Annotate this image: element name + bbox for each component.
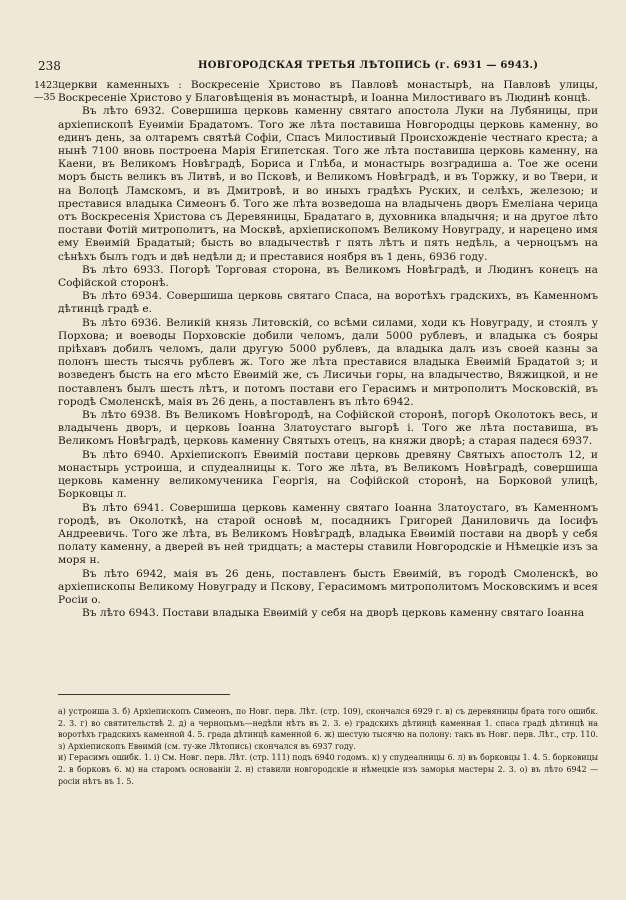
page-header — [38, 59, 598, 75]
running-title: НОВГОРОДСКАЯ ТРЕТЬЯ ЛѢТОПИСЬ (г. 6931 — 6943.) — [198, 60, 539, 71]
paragraph-year-6934: Въ лѣто 6934. Совершиша церковь святаго Спаса, на воротѣхъ градскихъ, въ Каменномъ дѣтинцѣ градѣ е. — [58, 290, 598, 316]
margin-year-note: 1423 — [34, 80, 59, 91]
footnote-divider — [58, 694, 230, 695]
paragraph-year-6942: Въ лѣто 6942, маія въ 26 день, поставленъ бысть Евѳимій, въ городѣ Смоленскѣ, во архіепископы Великому Новуграду и Пскову, Герасимомъ митрополитомъ Московскимъ и всея Росіи о. — [58, 567, 598, 606]
footnotes — [58, 706, 598, 787]
paragraph-year-6933: Въ лѣто 6933. Погорѣ Торговая сторона, въ Великомъ Новѣградѣ, и Людинъ конецъ на Софійской сторонѣ. — [58, 263, 598, 290]
footnote-block: а) устроиша 3. б) Архіепископъ Симеонъ, по Новг. перв. Лѣт. (стр. 109), скончался 6929 г. в) съ деревяницы брата того ошибк. 2. 3. г) во святительствѣ 2. д) а черноцъмъ—недѣли нѣтъ въ 2. 3. е) градскихъ дѣтинцѣ каменная 1. спаса градѣ дѣтинцѣ на воротѣхъ градскихъ каменной 4. 5. града дѣтинцѣ каменной 6. ж) шестую тысячю на полону: такъ въ Новг. перв. Лѣт., стр. 110. з) Архіепископъ Евѳимій (см. ту-же Лѣтопись) скончался въ 6937 году. — [58, 707, 598, 751]
paragraph: церкви каменныхъ : Воскресеніе Христово въ Павловѣ монастырѣ, на Павловѣ улицы, Воскресеніе Христово у Благовѣщенія въ монастырѣ, и Іоанна Милостиваго въ Людинѣ концѣ. — [58, 79, 598, 105]
paragraph-year-6932: Въ лѣто 6932. Совершиша церковь каменну святаго апостола Луки на Лубяницы, при архіепископѣ Еуѳиміи Брадатомъ. Того же лѣта поставиша Новгородцы церковь каменну, во единъ день, за олтаремъ святѣй Софіи, Спасъ Милостивый Происхожденіе честнаго креста; а нынѣ 7100 вновь построена Марія Египетская. Того же лѣта поставиша церковь каменну, на Кaени, въ Великомъ Новѣградѣ, Бориса и Глѣба, и монастырь возградиша а. Тое же осени моръ бысть великъ въ Литвѣ, и во Псковѣ, и Великомъ Новѣградѣ, и въ Торжку, и во Твери, и на Волоцѣ Ламскомъ, и въ Дмитровѣ, и во иныхъ градѣхъ Руских, и селѣхъ, железою; и преставися владыка Симеонъ б. Того же лѣта возведоша на владычень дворъ Емеліана черица отъ Воскресенія Христова съ Деревяницы, Брадатаго в, духовника владычня; и на другое лѣто постави Фотій митрополитъ, на Москвѣ, архіепископомъ Великому Новуграду, и нарецено имя ему Евѳимій Брадатый; бысть во владычествѣ г пять лѣтъ и пять недѣль, а черноцъмъ на сѣнѣхъ былъ годъ и двѣ недѣли д; и преставися ноября въ 1 день, 6936 году. — [58, 105, 598, 263]
paragraph-year-6943: Въ лѣто 6943. Постави владыка Евѳимій у себя на дворѣ церковь каменну святаго Іоанна — [82, 607, 585, 620]
paragraph-year-6941: Въ лѣто 6941. Совершиша церковь каменну святаго Іоанна Златоустаго, въ Каменномъ городѣ, въ Околоткѣ, на старой основѣ м, посадникъ Григорей Даниловичь да Іосифъ Андреевичь. Того же лѣта, въ Великомъ Новѣградѣ, владыка Евѳимій постави на дворѣ у себя полату каменну, а дверей въ ней тридцать; а мастеры ставили Новгородскіе и Нѣмецкіе изъ за моря н. — [58, 501, 598, 567]
page-number: 238 — [38, 59, 61, 73]
paragraph-year-6940: Въ лѣто 6940. Архіепископъ Евѳимій постави церковь древяну Святыхъ апостолъ 12, и монастырь устроиша, и спудеалницы к. Того же лѣта, въ Великомъ Новѣградѣ, совершиша церковь каменну великомученика Георгія, на Софійской сторонѣ, на Борковой улицѣ, Борковцы л. — [58, 448, 598, 501]
paragraph-year-6938: Въ лѣто 6938. Въ Великомъ Новѣгородѣ, на Софійской сторонѣ, погорѣ Околотокъ весь, и владычень дворъ, и церковь Іоанна Златоустаго выгорѣ і. Того же лѣта поставиша, въ Великомъ Новѣградѣ, церковь каменну Святыхъ отецъ, на княжи дворѣ; а старая падеся 6937. — [58, 409, 598, 448]
footnote-block: и) Герасимъ ошибк. 1. і) См. Новг. перв. Лѣт. (стр. 111) подъ 6940 годомъ. к) у спудеалницы 6. л) въ борковцы 1. 4. 5. борковицы 2. в борковъ 6. м) на старомъ основаніи 2. н) ставили новгородскіе и нѣмецкіе изъ заморья мастеры 2. 3. о) въ лѣто 6942 — росіи нѣтъ въ 1. 5. — [58, 753, 599, 786]
margin-year-note-2: —35 — [34, 92, 56, 103]
paragraph-year-6936: Въ лѣто 6936. Великій князь Литовскій, со всѣми силами, ходи къ Новуграду, и стоялъ у Порхова; и воеводы Порховскіе добили челомъ, дали 5000 рублевъ, и владыка съ бояры пріѣхавъ добилъ челомъ, дали другую 5000 рублевъ, да владыка далъ изъ своей казны за полонъ шесть тысячь рублевъ ж. Того же лѣта преставися владыка Евѳимій Брадатой з; и возведенъ бысть на его мѣсто Евѳимій же, съ Лисичьи горы, на владычество, Вяжицкой, и не поставленъ былъ шесть лѣтъ, и потомъ постави его Герасимъ и митрополитъ Московскій, въ городѣ Смоленскѣ, маія въ 26 день, а поставленъ въ лѣто 6942. — [58, 316, 598, 408]
chronicle-text — [58, 79, 598, 620]
